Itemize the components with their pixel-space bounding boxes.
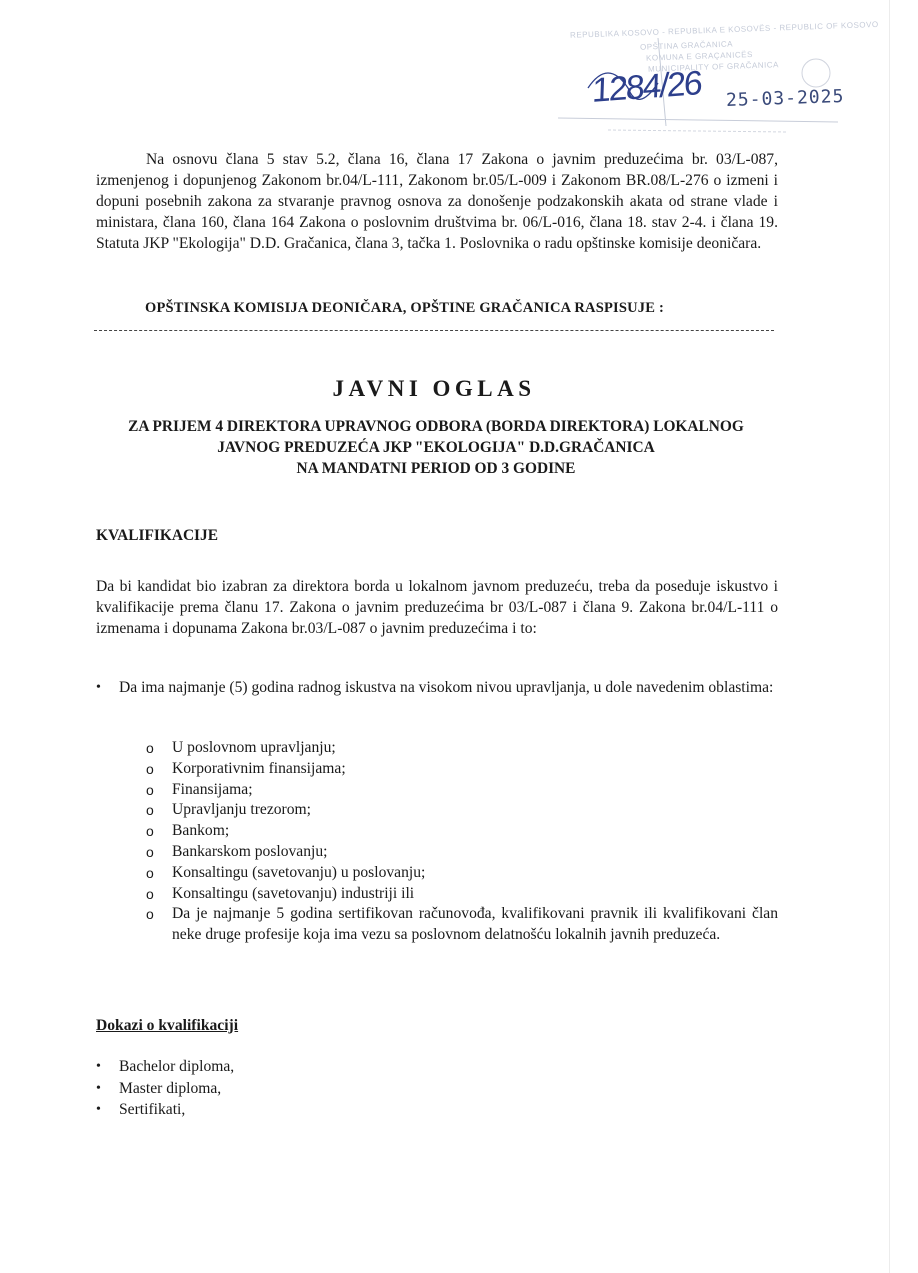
stamp-number: 1284/26 — [591, 64, 702, 110]
subtitle-line: ZA PRIJEM 4 DIREKTORA UPRAVNOG ODBORA (BORDA DIREKTORA) LOKALNOG — [128, 418, 744, 435]
list-item: o Da je najmanje 5 godina sertifikovan računovođa, kvalifikovani pravnik ili kvalifikovani član neke druge profesije koja ima vezu sa poslovnom delatnošću lokalnih javnih preduzeća. — [146, 905, 778, 944]
bullet-icon: • — [96, 1080, 101, 1096]
bullet-icon: • — [96, 1059, 101, 1074]
qualifications-paragraph: Da bi kandidat bio izabran za direktora borda u lokalnom javnom preduzeću, treba da poseduje iskustvo i kvalifikacije prema članu 17. Zakona o javnim preduzećima br 03/L-087 i člana 9. Zakona br.04/L-111 o izmenama i dopunama Zakona br.03/L-087 o javnim preduzećima i to: — [96, 578, 778, 637]
list-item: • Bachelor diploma, — [96, 1056, 234, 1078]
page-title: JAVNI OGLAS — [332, 376, 536, 401]
dashed-divider — [94, 330, 774, 331]
circle-bullet-icon: o — [146, 885, 154, 902]
scan-edge — [889, 0, 890, 1273]
list-item: o Korporativnim finansijama; — [146, 759, 778, 780]
circle-bullet-icon: o — [146, 781, 154, 798]
circle-bullet-icon: o — [146, 823, 154, 840]
list-item: • Sertifikati, — [96, 1099, 234, 1121]
list-item: o Upravljanju trezorom; — [146, 800, 778, 821]
circle-bullet-icon: o — [146, 906, 154, 923]
intro-paragraph: Na osnovu člana 5 stav 5.2, člana 16, člana 17 Zakona o javnim preduzećima br. 03/L-087, izmenjenog i dopunjenog Zakonom br.04/L-111, Zakonom br.05/L-009 i Zakonom BR.08/L-276 o izmeni i dopuni posebnih zakona za stvaranje pravnog osnova za donošenje podzakonskih akata od strane vlade i ministara, člana 160, člana 164 Zakona o poslovnim društvima br. 06/L-016, člana 18. stav 2-4. i člana 19. Statuta JKP "Ekologija" D.D. Gračanica, člana 3, tačka 1. Poslovnika o radu opštinske komisije deoničara. — [96, 151, 778, 252]
proofs-heading: Dokazi o kvalifikaciji — [96, 1017, 239, 1034]
circle-bullet-icon: o — [146, 740, 154, 756]
stamp-header-line: OPŠTINA GRAČANICA — [639, 39, 734, 52]
bullet-icon: • — [96, 1102, 101, 1117]
stamp-date: 25-03-2025 — [725, 85, 845, 112]
stamp-header-line: REPUBLIKA KOSOVO - REPUBLIKA E KOSOVËS - REPUBLIC OF KOSOVO — [569, 19, 879, 40]
list-item: o Konsaltingu (savetovanju) u poslovanju; — [146, 863, 778, 884]
stamp-header-line: MUNICIPALITY OF GRAČANICA — [647, 60, 780, 74]
circle-bullet-icon: o — [146, 760, 154, 777]
list-item: • Master diploma, — [96, 1078, 234, 1100]
list-item: o U poslovnom upravljanju; — [146, 738, 778, 759]
list-item: o Bankarskom poslovanju; — [146, 842, 778, 863]
circle-bullet-icon: o — [146, 864, 154, 881]
subtitle-line: JAVNOG PREDUZEĆA JKP "EKOLOGIJA" D.D.GRAČANICA — [217, 439, 655, 456]
stamp-header-line: KOMUNA E GRAÇANICËS — [645, 49, 754, 63]
list-item: o Konsaltingu (savetovanju) industriji ili — [146, 884, 778, 905]
bullet-icon: • — [96, 680, 101, 695]
registration-stamp — [548, 18, 879, 136]
list-item: o Bankom; — [146, 821, 778, 842]
issuer-line: OPŠTINSKA KOMISIJA DEONIČARA, OPŠTINE GRAČANICA RASPISUJE : — [145, 300, 664, 316]
subtitle-line: NA MANDATNI PERIOD OD 3 GODINE — [296, 460, 576, 477]
areas-list — [146, 738, 778, 946]
page-subtitle — [80, 416, 792, 479]
circle-bullet-icon: o — [146, 843, 154, 860]
list-item: o Finansijama; — [146, 780, 778, 801]
proofs-list — [96, 1056, 234, 1121]
circle-bullet-icon: o — [146, 802, 154, 819]
qualifications-heading: KVALIFIKACIJE — [96, 527, 219, 544]
experience-bullet-text: Da ima najmanje (5) godina radnog iskustva na visokom nivou upravljanja, u dole navedenim oblastima: — [119, 679, 774, 696]
